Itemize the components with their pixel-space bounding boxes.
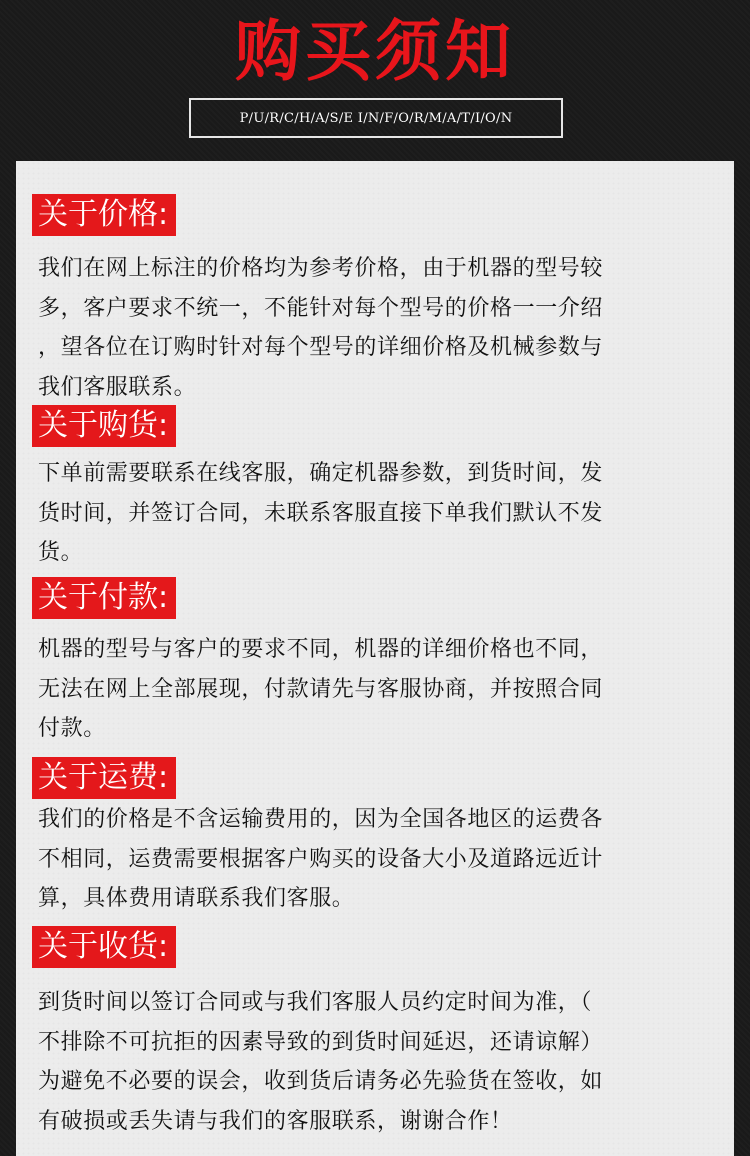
section-heading-price: 关于价格: [32,194,176,236]
text-line: 算，具体费用请联系我们客服。 [38,886,355,911]
section-body-price [38,249,718,407]
text-line: 我们的价格是不含运输费用的，因为全国各地区的运费各 [38,807,604,832]
text-line: 不排除不可抗拒的因素导致的到货时间延迟，还请谅解） [38,1029,604,1055]
text-line: 无法在网上全部展现，付款请先与客服协商，并按照合同 [38,676,604,702]
section-body-freight [38,800,718,919]
section-heading-purchase: 关于购货: [32,405,176,447]
text-line: ，望各位在订购时针对每个型号的详细价格及机械参数与 [38,335,604,360]
header [0,0,750,160]
info-panel [16,161,734,1156]
page-subtitle: P/U/R/C/H/A/S/E I/N/F/O/R/M/A/T/I/O/N [239,110,513,126]
text-line: 货时间，并签订合同，未联系客服直接下单我们默认不发 [38,500,604,526]
text-line: 到货时间以签订合同或与我们客服人员约定时间为准，（ [38,990,593,1015]
text-line: 我们在网上标注的价格均为参考价格，由于机器的型号较 [38,256,604,281]
text-line: 多，客户要求不统一，不能针对每个型号的价格一一介绍 [38,295,604,321]
section-body-payment [38,630,718,749]
text-line: 货。 [38,540,84,565]
text-line: 为避免不必要的误会，收到货后请务必先验货在签收，如 [38,1069,604,1094]
text-line: 有破损或丢失请与我们的客服联系，谢谢合作！ [38,1108,513,1134]
subtitle-frame [189,98,563,138]
section-heading-delivery: 关于收货: [32,926,176,968]
section-heading-payment: 关于付款: [32,577,176,619]
text-line: 机器的型号与客户的要求不同，机器的详细价格也不同， [38,637,604,662]
section-body-delivery [38,983,718,1141]
section-body-purchase [38,454,718,573]
section-heading-freight: 关于运费: [32,757,176,799]
page-title: 购买须知 [235,13,515,90]
text-line: 我们客服联系。 [38,374,197,400]
text-line: 付款。 [38,716,106,741]
text-line: 下单前需要联系在线客服，确定机器参数，到货时间，发 [38,461,604,486]
text-line: 不相同，运费需要根据客户购买的设备大小及道路远近计 [38,846,604,872]
